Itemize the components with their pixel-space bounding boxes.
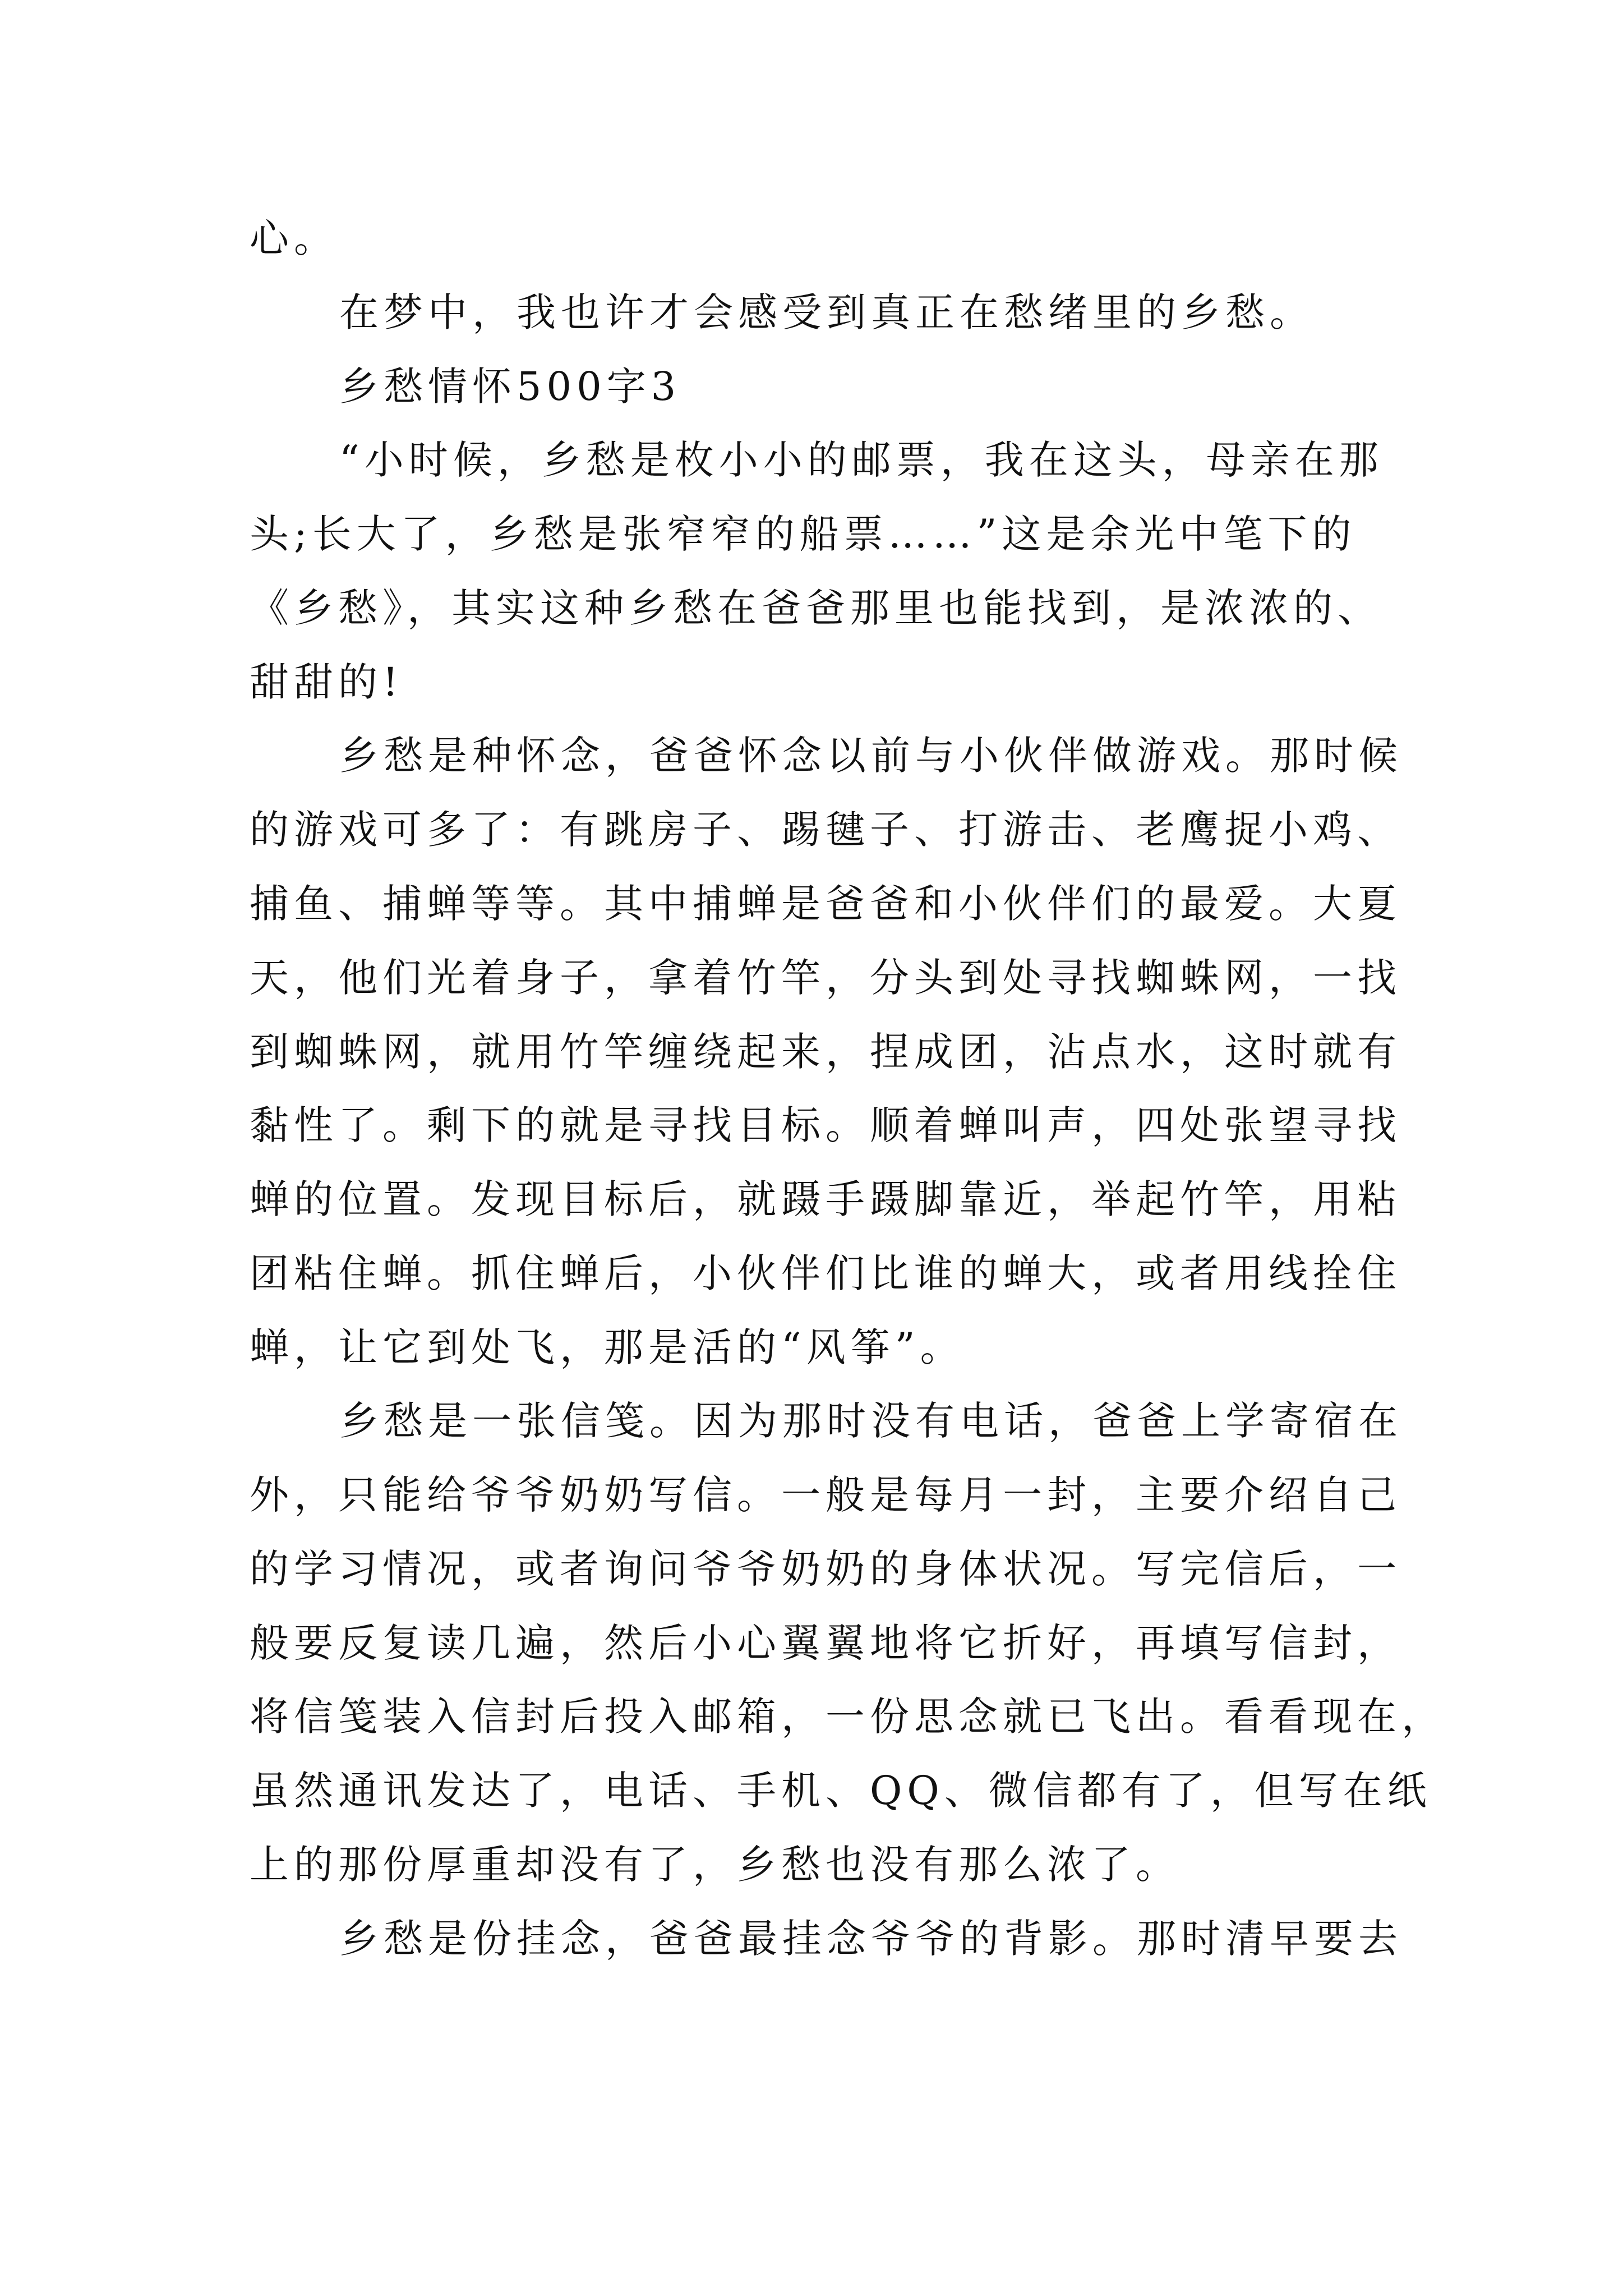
text-line: 天，他们光着身子，拿着竹竿，分头到处寻找蜘蛛网，一找 xyxy=(250,955,1401,1001)
text-line: 外，只能给爷爷奶奶写信。一般是每月一封，主要介绍自己 xyxy=(250,1472,1401,1518)
text-line: 的游戏可多了：有跳房子、踢毽子、打游击、老鹰捉小鸡、 xyxy=(250,807,1401,853)
text-line: 的学习情况，或者询问爷爷奶奶的身体状况。写完信后，一 xyxy=(250,1546,1401,1592)
text-line: 乡愁是种怀念，爸爸怀念以前与小伙伴做游戏。那时候 xyxy=(339,733,1403,779)
section-heading: 乡愁情怀500字3 xyxy=(339,364,681,409)
text-line: 《乡愁》，其实这种乡愁在爸爸那里也能找到，是浓浓的、 xyxy=(250,585,1382,631)
text-line: 头;长大了，乡愁是张窄窄的船票……”这是余光中笔下的 xyxy=(250,511,1357,557)
text-line: 蝉的位置。发现目标后，就蹑手蹑脚靠近，举起竹竿，用粘 xyxy=(250,1176,1401,1222)
text-line: 上的那份厚重却没有了，乡愁也没有那么浓了。 xyxy=(250,1842,1180,1888)
text-line: 乡愁是份挂念，爸爸最挂念爷爷的背影。那时清早要去 xyxy=(339,1916,1403,1962)
text-line: 到蜘蛛网，就用竹竿缠绕起来，捏成团，沾点水，这时就有 xyxy=(250,1029,1401,1075)
text-line: 团粘住蝉。抓住蝉后，小伙伴们比谁的蝉大，或者用线拴住 xyxy=(250,1250,1401,1296)
text-line: 乡愁是一张信笺。因为那时没有电话，爸爸上学寄宿在 xyxy=(339,1398,1403,1444)
text-line: 捕鱼、捕蝉等等。其中捕蝉是爸爸和小伙伴们的最爱。大夏 xyxy=(250,881,1401,927)
text-line: 蝉，让它到处飞，那是活的“风筝”。 xyxy=(250,1324,965,1370)
text-line: 甜甜的! xyxy=(250,659,404,705)
text-line: 虽然通讯发达了，电话、手机、QQ、微信都有了，但写在纸 xyxy=(250,1768,1432,1814)
text-line: 黏性了。剩下的就是寻找目标。顺着蝉叫声，四处张望寻找 xyxy=(250,1102,1401,1148)
text-line: 在梦中，我也许才会感受到真正在愁绪里的乡愁。 xyxy=(339,289,1314,335)
text-line: “小时候，乡愁是枚小小的邮票，我在这头，母亲在那 xyxy=(339,437,1384,483)
text-line: 心。 xyxy=(250,215,338,261)
text-line: 般要反复读几遍，然后小心翼翼地将它折好，再填写信封， xyxy=(250,1620,1401,1666)
text-line: 将信笺装入信封后投入邮箱，一份思念就已飞出。看看现在， xyxy=(250,1694,1446,1740)
